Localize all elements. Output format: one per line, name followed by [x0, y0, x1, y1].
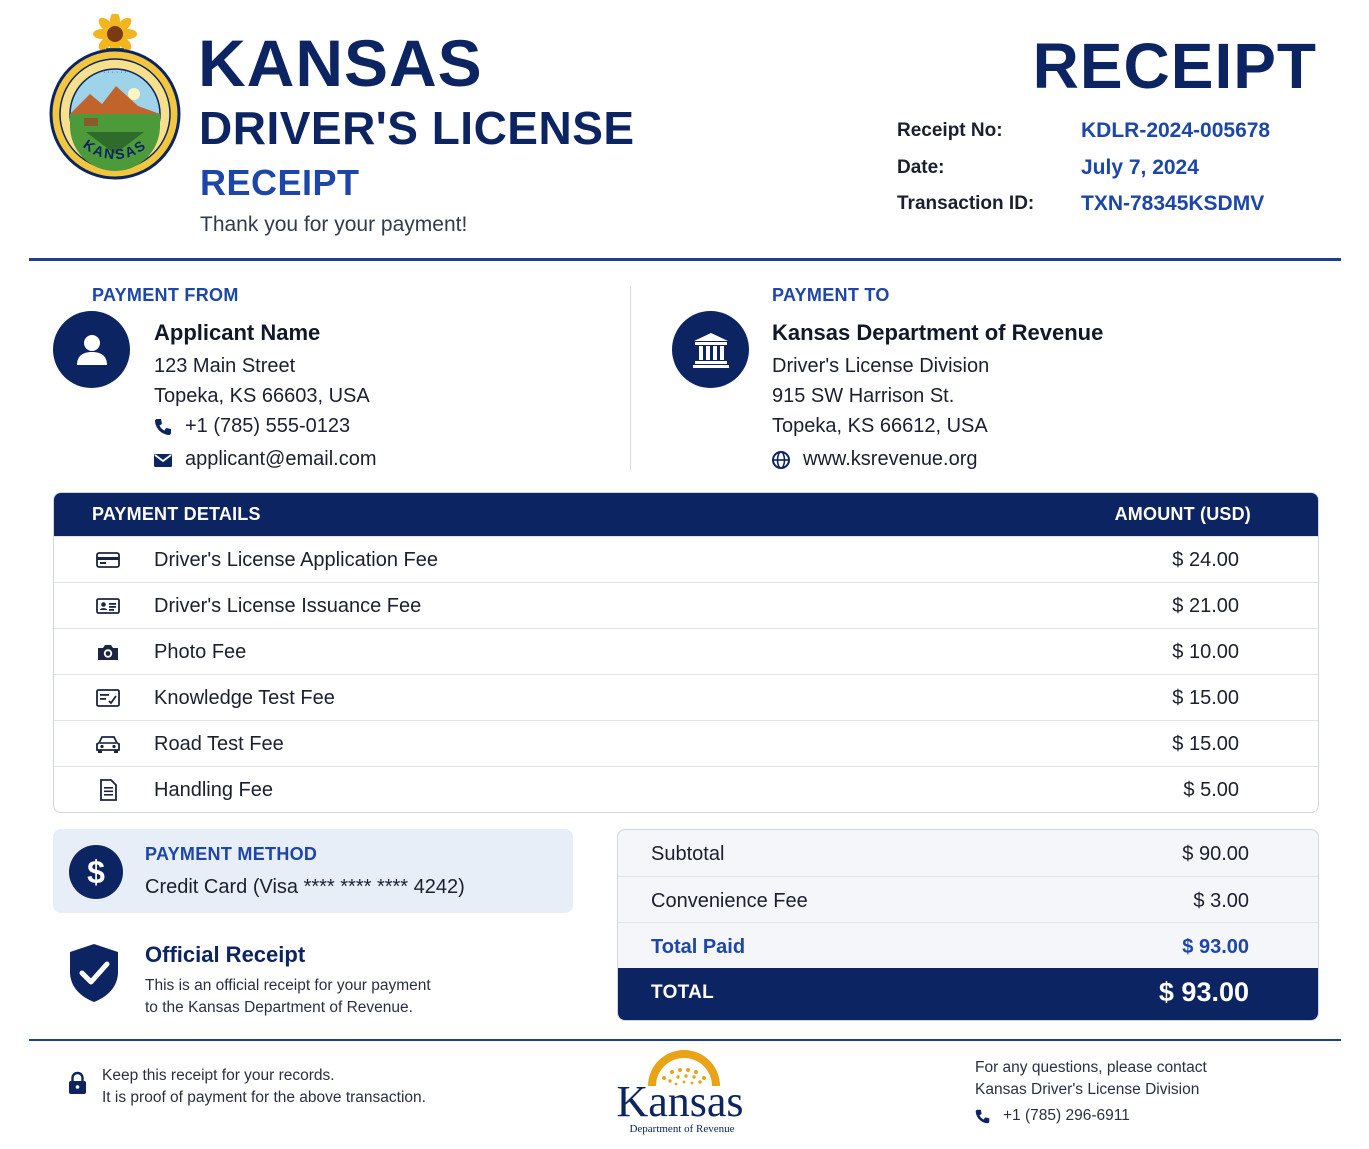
keep-records-line1: Keep this receipt for your records. — [102, 1067, 335, 1084]
card-icon — [95, 549, 121, 571]
transaction-id-value: TXN-78345KSDMV — [1081, 192, 1265, 215]
payment-method-value: Credit Card (Visa **** **** **** 4242) — [145, 876, 465, 898]
thank-you-message: Thank you for your payment! — [200, 213, 468, 236]
keep-records-line2: It is proof of payment for the above transaction. — [102, 1089, 426, 1106]
svg-text:Department of Revenue: Department of Revenue — [629, 1123, 735, 1135]
globe-icon — [771, 450, 791, 470]
id-card-icon — [95, 595, 121, 617]
user-icon — [53, 311, 130, 388]
subtotal-label: Subtotal — [651, 843, 725, 865]
payment-details-table — [53, 492, 1319, 813]
payment-details-heading: PAYMENT DETAILS — [92, 504, 261, 524]
date-value: July 7, 2024 — [1081, 156, 1199, 179]
table-row — [54, 582, 1318, 628]
official-receipt-line2: to the Kansas Department of Revenue. — [145, 999, 413, 1016]
applicant-address-line1: 123 Main Street — [154, 355, 296, 377]
recipient-address-line2: Topeka, KS 66612, USA — [772, 415, 988, 437]
fee-amount: $ 10.00 — [1172, 641, 1239, 663]
recipient-name: Kansas Department of Revenue — [772, 320, 1104, 345]
receipt-no-label: Receipt No: — [897, 120, 1003, 141]
fee-label: Photo Fee — [154, 641, 247, 663]
applicant-phone: +1 (785) 555-0123 — [185, 415, 351, 437]
contact-text — [975, 1057, 1207, 1101]
transaction-id-label: Transaction ID: — [897, 193, 1035, 214]
official-receipt-title: Official Receipt — [145, 942, 306, 967]
test-icon — [95, 687, 121, 709]
applicant-email: applicant@email.com — [185, 448, 377, 470]
header-divider — [29, 258, 1341, 261]
convenience-fee-row — [618, 876, 1318, 922]
total-paid-value: $ 93.00 — [1182, 936, 1249, 958]
shield-check-icon — [68, 942, 120, 1004]
date-label: Date: — [897, 157, 945, 178]
official-receipt-line1: This is an official receipt for your payment — [145, 977, 431, 994]
total-paid-row — [618, 922, 1318, 968]
official-receipt-text — [145, 975, 475, 1019]
total-paid-label: Total Paid — [651, 936, 746, 958]
fee-amount: $ 15.00 — [1172, 687, 1239, 709]
payment-method-heading: PAYMENT METHOD — [145, 844, 318, 864]
fee-amount: $ 24.00 — [1172, 549, 1239, 571]
applicant-name: Applicant Name — [154, 320, 321, 345]
grand-total-value: $ 93.00 — [1158, 977, 1249, 1007]
phone-icon — [974, 1108, 991, 1125]
fee-amount: $ 15.00 — [1172, 733, 1239, 755]
grand-total-label: TOTAL — [651, 982, 715, 1003]
phone-icon — [153, 417, 173, 437]
car-icon — [95, 733, 121, 755]
fee-amount: $ 21.00 — [1172, 595, 1239, 617]
subtotal-row — [618, 830, 1318, 876]
document-icon — [95, 779, 121, 801]
recipient-address-line1: 915 SW Harrison St. — [772, 385, 955, 407]
fee-label: Road Test Fee — [154, 733, 284, 755]
fee-label: Handling Fee — [154, 779, 273, 801]
dollar-icon: $ — [69, 845, 123, 899]
payment-from-heading: PAYMENT FROM — [92, 285, 239, 305]
bank-building-icon — [672, 311, 749, 388]
fee-label: Knowledge Test Fee — [154, 687, 335, 709]
recipient-website[interactable]: www.ksrevenue.org — [803, 448, 978, 470]
kansas-seal-logo — [46, 14, 184, 182]
fee-label: Driver's License Application Fee — [154, 549, 438, 571]
amount-heading: AMOUNT (USD) — [1114, 504, 1251, 524]
party-divider — [630, 286, 631, 470]
receipt-no-value: KDLR-2024-005678 — [1081, 119, 1271, 142]
svg-text:Kansas: Kansas — [616, 1077, 744, 1126]
contact-phone[interactable]: +1 (785) 296-6911 — [1003, 1107, 1130, 1124]
lock-icon — [68, 1071, 87, 1095]
footer-divider — [29, 1039, 1341, 1041]
recipient-division: Driver's License Division — [772, 355, 990, 377]
table-row — [54, 766, 1318, 812]
kansas-revenue-logo — [604, 1048, 756, 1138]
applicant-address-line2: Topeka, KS 66603, USA — [154, 385, 370, 407]
svg-text:KANSAS: KANSAS — [80, 136, 150, 163]
grand-total-bar — [618, 968, 1318, 1020]
table-row — [54, 720, 1318, 766]
keep-records-text — [102, 1065, 426, 1109]
table-row — [54, 674, 1318, 720]
subtotal-value: $ 90.00 — [1182, 843, 1249, 865]
table-row — [54, 536, 1318, 582]
table-row — [54, 628, 1318, 674]
payment-to-heading: PAYMENT TO — [772, 285, 890, 305]
svg-text:· · · · · · · ·: · · · · · · · · — [98, 69, 132, 76]
fee-label: Driver's License Issuance Fee — [154, 595, 422, 617]
totals-summary — [617, 829, 1319, 1021]
convenience-fee-value: $ 3.00 — [1193, 890, 1249, 912]
receipt-heading: RECEIPT — [1032, 30, 1317, 102]
payment-method-card — [53, 829, 573, 913]
contact-line1: For any questions, please contact — [975, 1059, 1207, 1076]
state-title: KANSAS — [198, 26, 483, 100]
email-icon — [153, 450, 173, 470]
document-title: DRIVER'S LICENSE — [199, 102, 635, 154]
camera-icon — [95, 641, 121, 663]
convenience-fee-label: Convenience Fee — [651, 890, 808, 912]
fee-amount: $ 5.00 — [1183, 779, 1239, 801]
contact-line2: Kansas Driver's License Division — [975, 1081, 1200, 1098]
document-subtitle: RECEIPT — [200, 162, 360, 203]
table-header — [54, 493, 1318, 536]
